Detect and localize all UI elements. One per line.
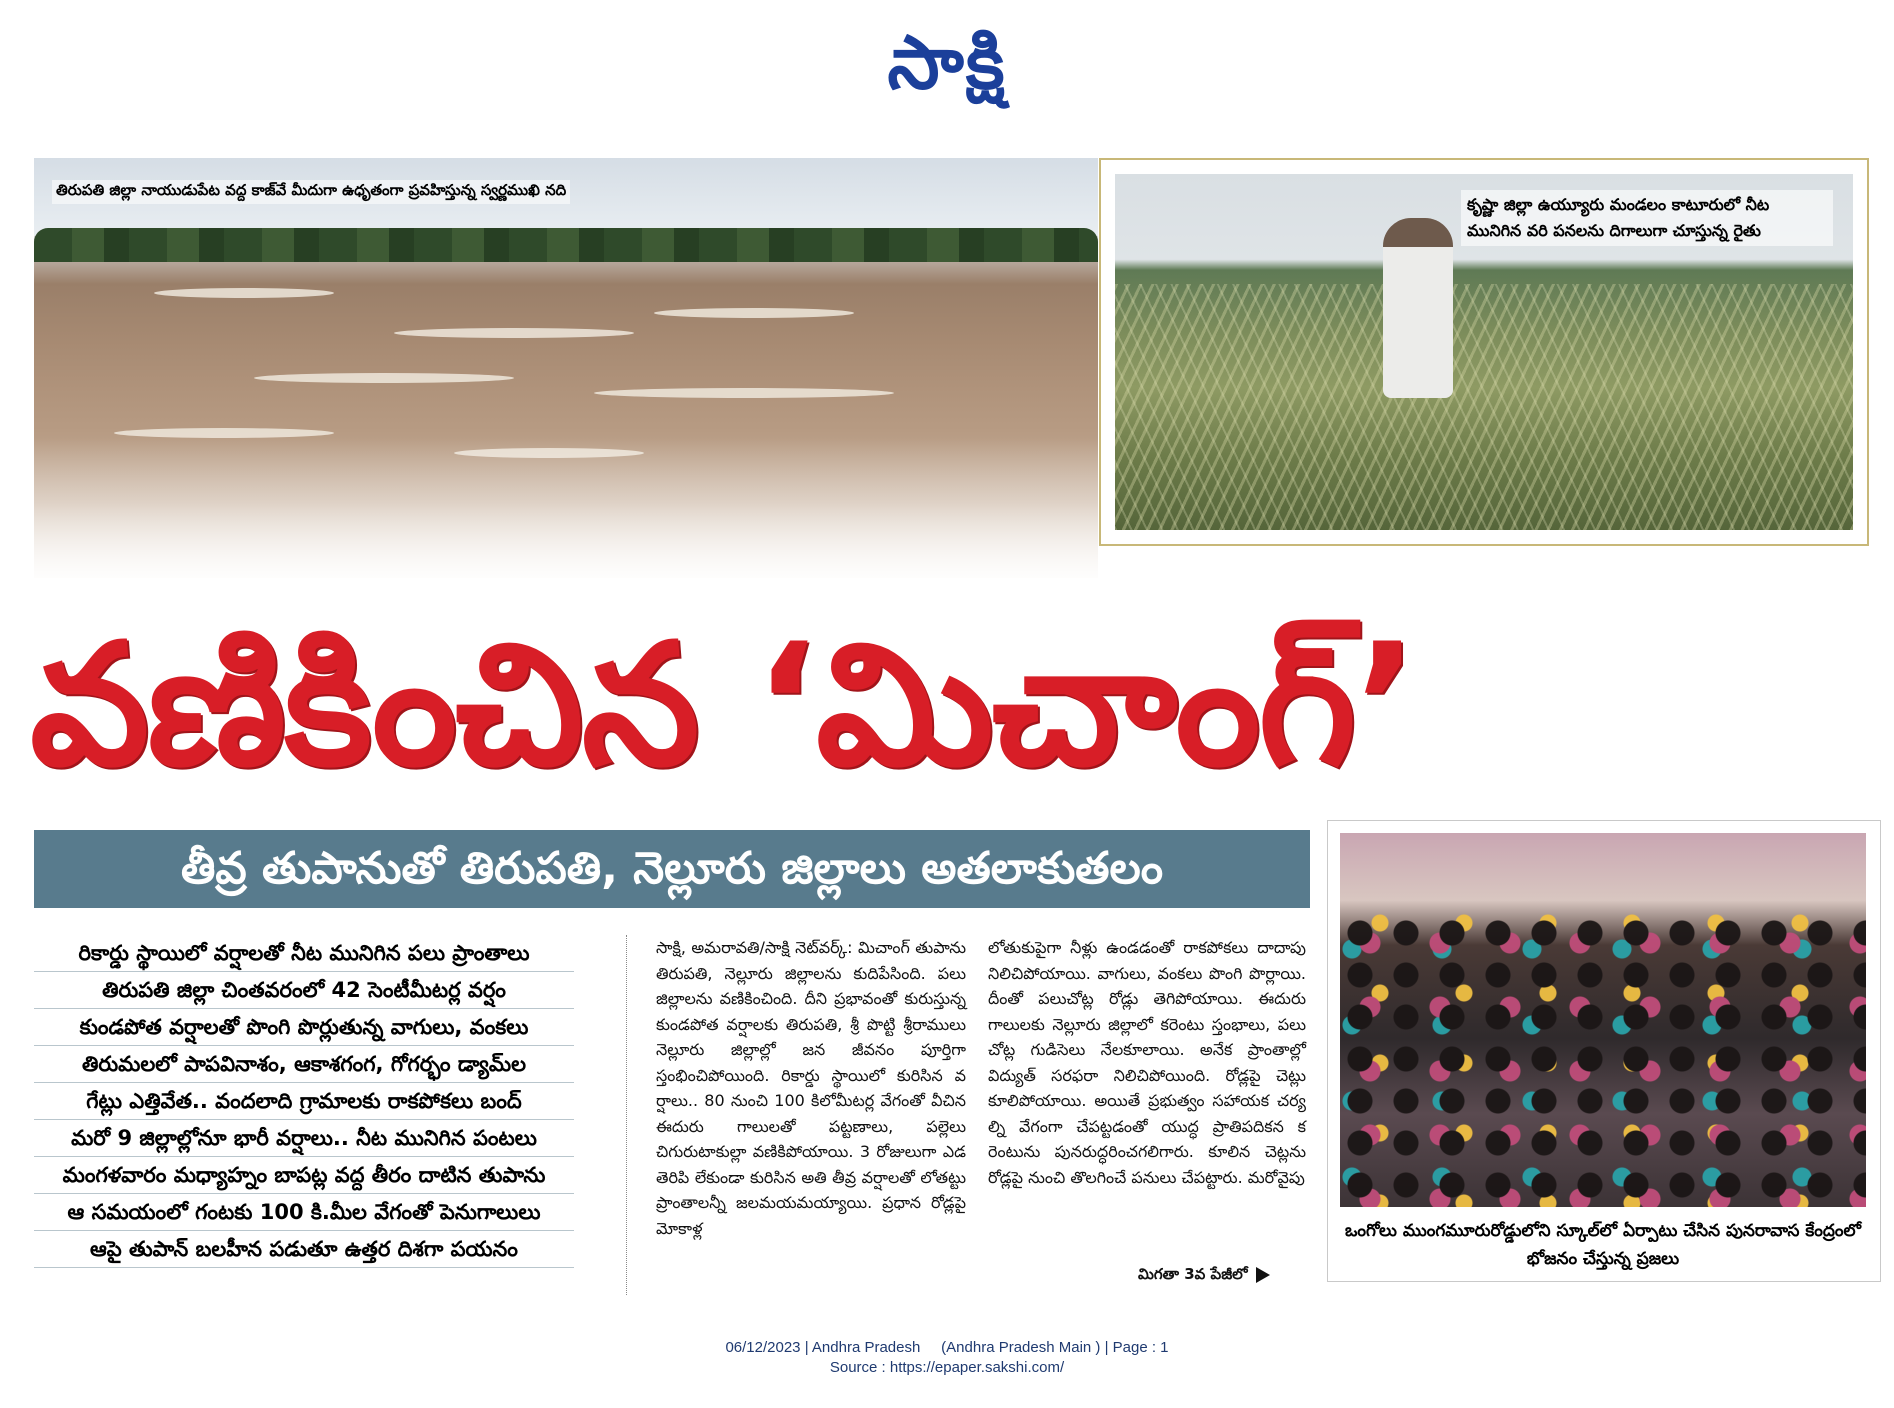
continued-link[interactable] bbox=[1138, 1265, 1270, 1287]
river-photo-fade bbox=[34, 438, 1098, 578]
footer-source: Source : https://epaper.sakshi.com/ bbox=[829, 1359, 1065, 1376]
page-footer bbox=[0, 1338, 1894, 1378]
sub-headline: తీవ్ర తుపానుతో తిరుపతి, నెల్లూరు జిల్లాలు అతలాకుతలం bbox=[34, 830, 1310, 908]
river-photo-wave bbox=[394, 328, 634, 338]
article-column-1: సాక్షి, అమరావతి/సాక్షి నెట్‌వర్క్‌: మిచాంగ్‌ తుపాను తిరుపతి, నెల్లూరు జిల్లాలను కుదిపేసింది. పలు జిల్లాలను వణికించింది. దీని ప్రభావంతో కురుస్తున్న కుండపోత వర్షాలకు తిరుపతి, శ్రీ పొట్టి శ్రీరాములు నెల్లూరు జిల్లాల్లో జన జీవనం పూర్తిగా స్తంభించిపోయింది. రికార్డు స్థాయిలో కురిసిన వర్షాలు.. 80 నుంచి 100 కిలోమీటర్ల వేగంతో వీచిన ఈదురు గాలులతో పట్టణాలు, పల్లెలు చిగురుటాకుల్లా వణికిపోయాయి. 3 రోజులుగా ఎడతెరిపి లేకుండా కురిసిన అతి తీవ్ర వర్షాలతో లోతట్టు ప్రాంతాలన్నీ జలమయమయ్యాయి. ప్రధాన రోడ్లపై మోకాళ్ల bbox=[656, 938, 966, 1238]
footer-edition-info: 06/12/2023 | Andhra Pradesh (Andhra Pradesh Main ) | Page : 1 bbox=[725, 1339, 1169, 1356]
river-photo-wave bbox=[114, 428, 334, 438]
crowd-photo-people bbox=[1340, 913, 1866, 1207]
highlight-item: రికార్డు స్థాయిలో వర్షాలతో నీట మునిగిన పలు ప్రాంతాలు bbox=[34, 935, 574, 972]
farmer-photo-frame bbox=[1099, 158, 1869, 546]
highlight-item: తిరుమలలో పాపవినాశం, ఆకాశగంగ, గోగర్భం డ్యామ్‌ల bbox=[34, 1046, 574, 1083]
river-photo-wave bbox=[154, 288, 334, 298]
highlight-item: కుండపోత వర్షాలతో పొంగి పొర్లుతున్న వాగులు, వంకలు bbox=[34, 1009, 574, 1046]
main-headline: వణికించిన ‘మిచాంగ్‌’ bbox=[30, 607, 1417, 803]
play-arrow-icon bbox=[1256, 1267, 1270, 1283]
crowd-photo bbox=[1340, 833, 1866, 1207]
masthead-title: సాక్షి bbox=[887, 20, 1007, 106]
river-photo-wave bbox=[254, 373, 514, 383]
highlight-item: మరో 9 జిల్లాల్లోనూ భారీ వర్షాలు.. నీట మునిగిన పంటలు bbox=[34, 1120, 574, 1157]
column-divider bbox=[626, 935, 627, 1295]
farmer-photo bbox=[1115, 174, 1853, 530]
river-photo-wave bbox=[594, 388, 894, 398]
river-photo bbox=[34, 158, 1098, 578]
highlights-list bbox=[34, 935, 574, 1268]
continued-label: మిగతా 3వ పేజీలో bbox=[1138, 1265, 1248, 1283]
farmer-photo-person bbox=[1383, 218, 1453, 398]
river-photo-treeline bbox=[34, 228, 1098, 262]
farmer-photo-paddy bbox=[1115, 284, 1853, 530]
article-column-2: లోతుకుపైగా నీళ్లు ఉండడంతో రాకపోకలు దాదాపు నిలిచిపోయాయి. వాగులు, వంకలు పొంగి పొర్లాయి. దీంతో పలుచోట్ల రోడ్లు తెగిపోయాయి. ఈదురు గాలులకు నెల్లూరు జిల్లాలో కరెంటు స్తంభాలు, పలు చోట్ల గుడిసెలు నేలకూలాయి. అనేక ప్రాంతాల్లో విద్యుత్‌ సరఫరా నిలిచిపోయింది. రోడ్లపై చెట్లు కూలిపోయాయి. అయితే ప్రభుత్వం సహాయక చర్యల్ని వేగంగా చేపట్టడంతో యుద్ధ ప్రాతిపదికన కరెంటును పునరుద్ధరించగలిగారు. కూలిన చెట్లను రోడ్లపై నుంచి తొలగించే పనులు చేపట్టారు. మరోవైపు bbox=[988, 938, 1306, 1187]
highlight-item: మంగళవారం మధ్యాహ్నం బాపట్ల వద్ద తీరం దాటిన తుపాను bbox=[34, 1157, 574, 1194]
highlight-item: తిరుపతి జిల్లా చింతవరంలో 42 సెంటీమీటర్ల వర్షం bbox=[34, 972, 574, 1009]
river-photo-wave bbox=[654, 308, 854, 318]
crowd-photo-caption: ఒంగోలు ముంగమూరురోడ్డులోని స్కూల్‌లో ఏర్పాటు చేసిన పునరావాస కేంద్రంలో భోజనం చేస్తున్న ప్రజలు bbox=[1345, 1221, 1861, 1269]
river-photo-caption: తిరుపతి జిల్లా నాయుడుపేట వద్ద కాజ్‌వే మీదుగా ఉధృతంగా ప్రవహిస్తున్న స్వర్ణముఖి నది bbox=[52, 180, 570, 204]
highlight-item: ఆ సమయంలో గంటకు 100 కి.మీల వేగంతో పెనుగాలులు bbox=[34, 1194, 574, 1231]
highlight-item: ఆపై తుపాన్‌ బలహీన పడుతూ ఉత్తర దిశగా పయనం bbox=[34, 1231, 574, 1268]
crowd-photo-frame bbox=[1327, 820, 1881, 1282]
masthead-logo bbox=[0, 18, 1894, 108]
highlight-item: గేట్లు ఎత్తివేత.. వందలాది గ్రామాలకు రాకపోకలు బంద్‌ bbox=[34, 1083, 574, 1120]
farmer-photo-caption: కృష్ణా జిల్లా ఉయ్యూరు మండలం కాటూరులో నీట మునిగిన వరి పనలను దిగాలుగా చూస్తున్న రైతు bbox=[1461, 190, 1833, 246]
